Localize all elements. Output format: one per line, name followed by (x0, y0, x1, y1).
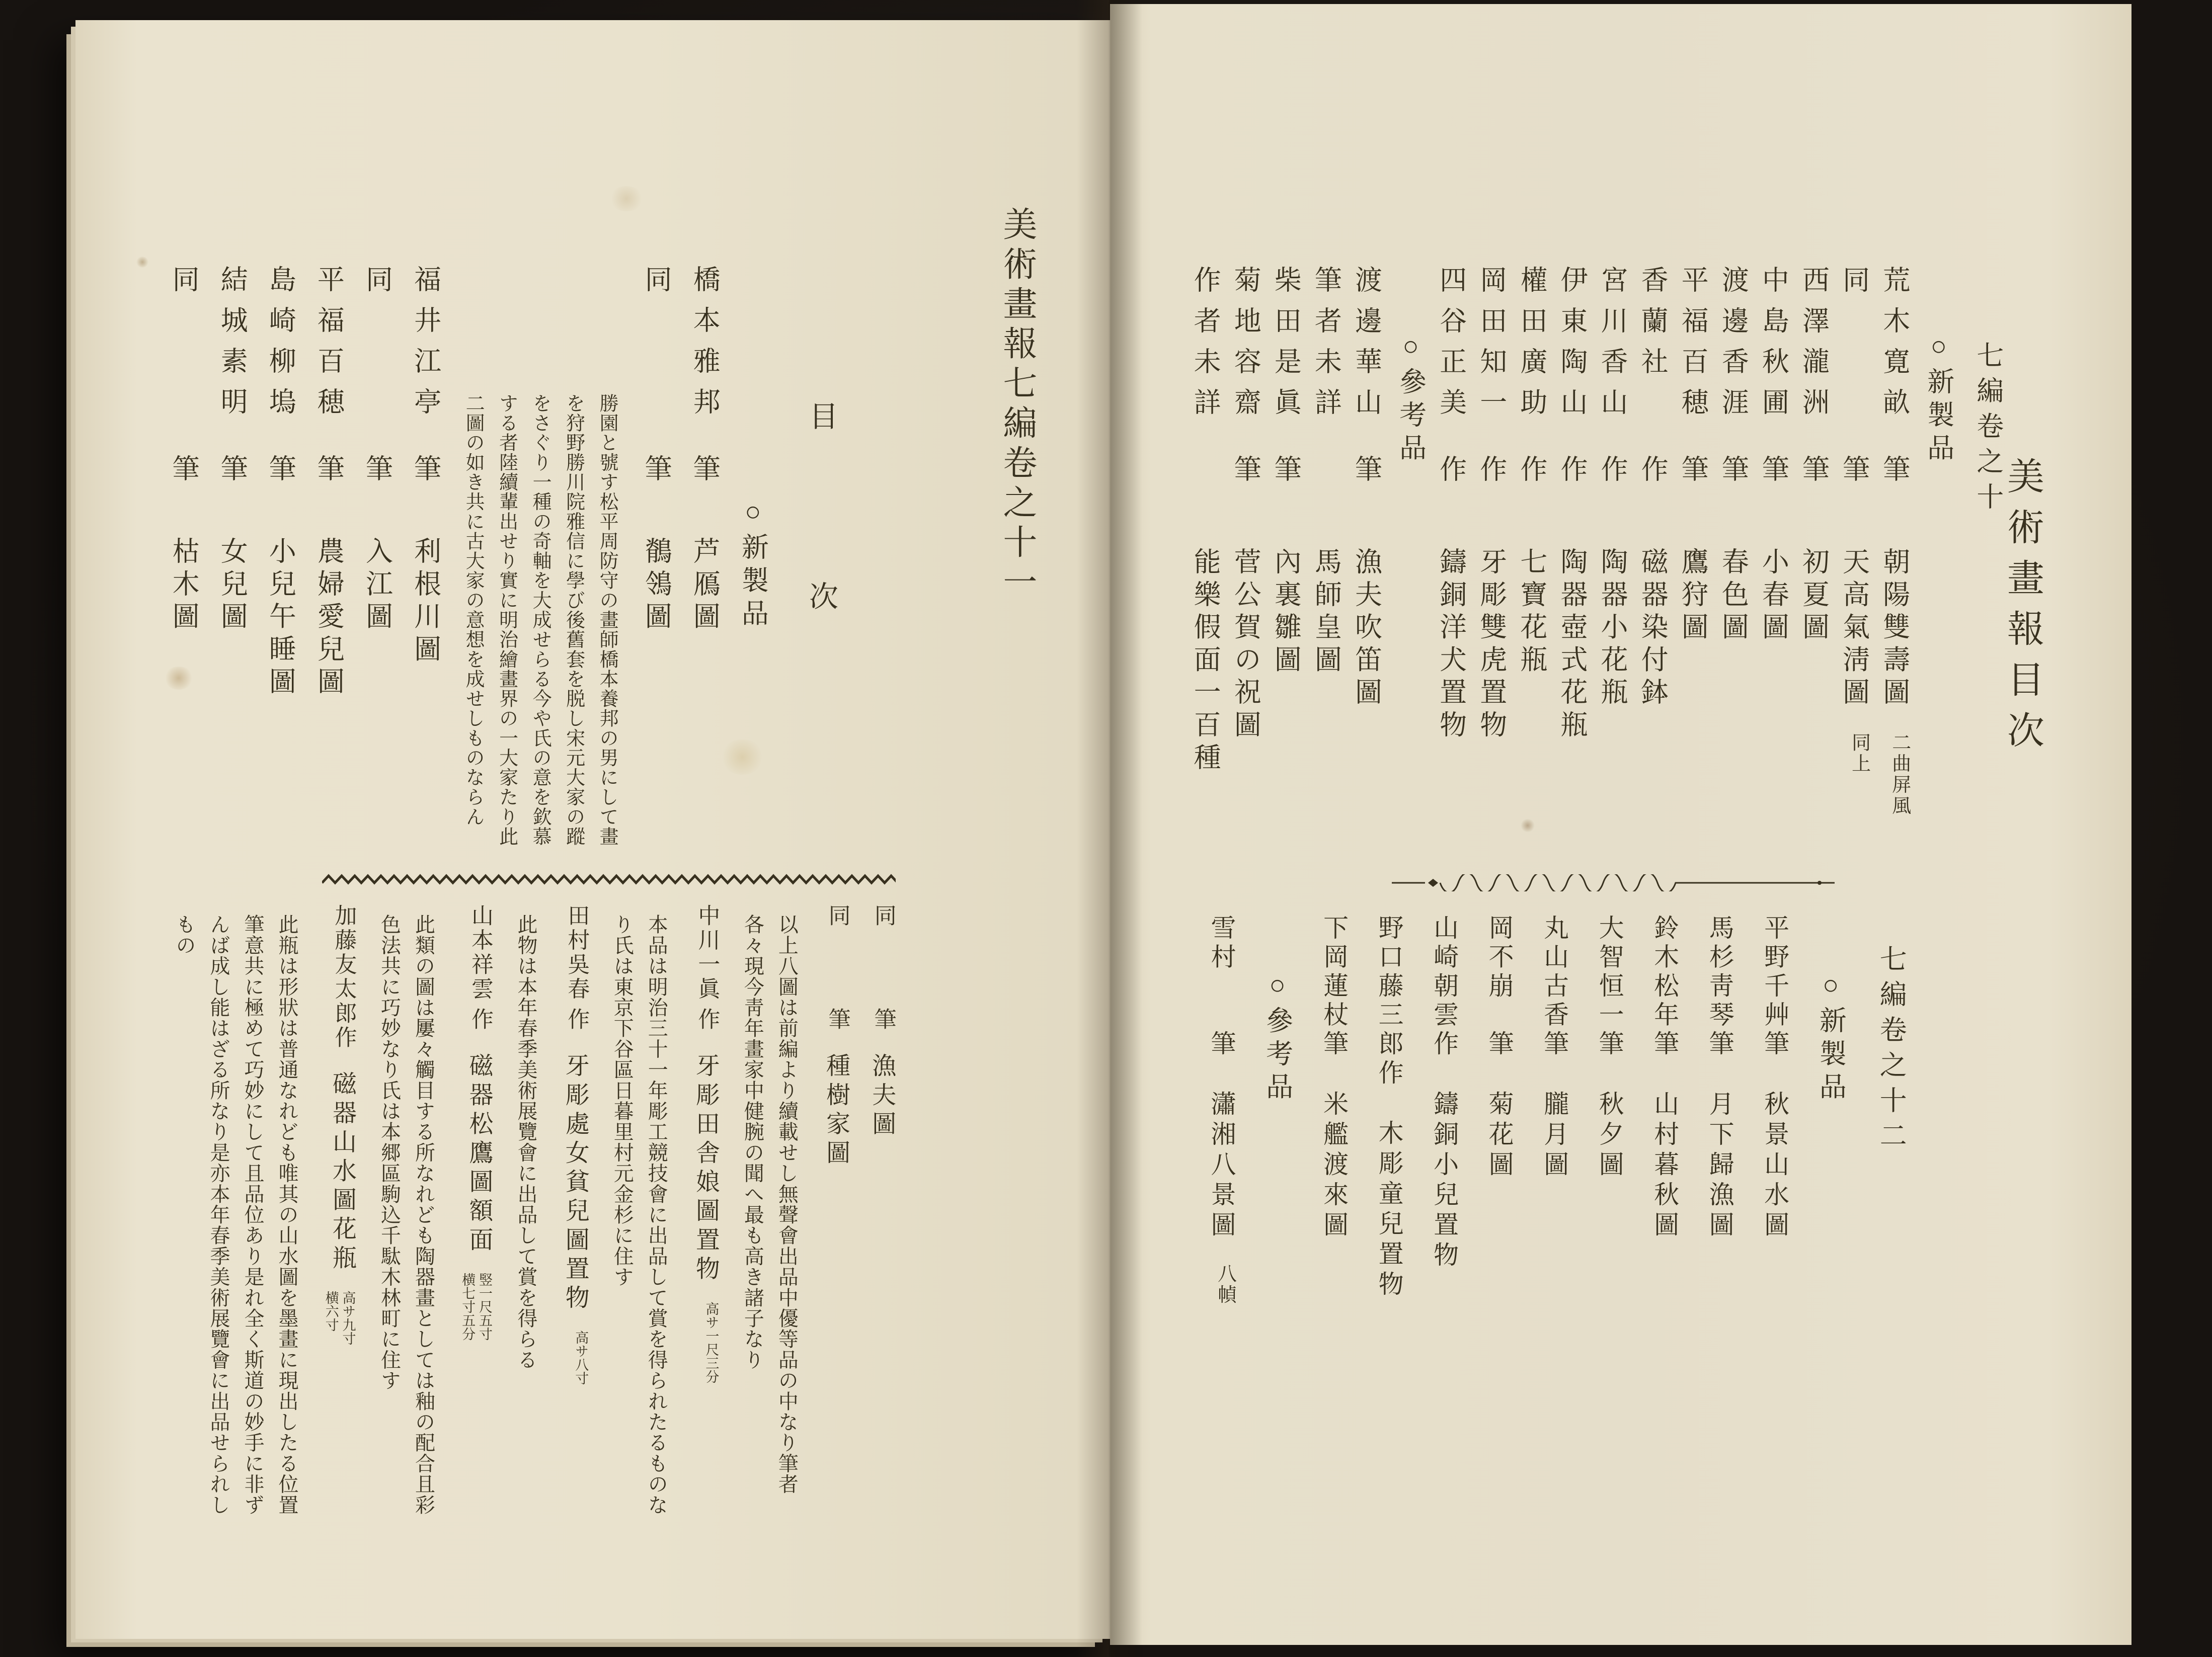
artist-name: 柴田是眞 (1271, 266, 1301, 429)
entry-size-note: 高サ一尺三分 (703, 1301, 719, 1383)
toc-entry (361, 265, 392, 859)
reference-items-marker: ○參考品 (1395, 331, 1426, 467)
artist-name: 同 (362, 265, 392, 306)
artist-name: 同 (871, 904, 896, 929)
toc-entry (1760, 915, 1789, 1392)
artist-name: 權田廣助 (1516, 266, 1547, 429)
right-page-content (1180, 266, 2003, 1392)
paper-stain (136, 257, 149, 268)
left-top-section (151, 265, 837, 859)
entry-work-title: 陶器小花瓶 (1597, 547, 1628, 710)
toc-entry (1319, 915, 1349, 1392)
right-page (1110, 4, 2131, 1645)
toc-entry-nakagawa (691, 904, 719, 1533)
artist-name: 野口藤三郎 (1375, 915, 1403, 1059)
artist-name: 島崎柳塢 (265, 265, 296, 428)
artist-suffix: 筆 (1207, 1030, 1236, 1055)
entry-author (1597, 266, 1628, 482)
toc-entry (1516, 266, 1547, 859)
entry-author (1556, 266, 1588, 482)
artist-suffix: 筆 (1540, 1030, 1569, 1055)
entry-author (691, 904, 719, 1030)
artist-name: 結城素明 (217, 265, 248, 428)
artist-suffix: 筆 (1351, 455, 1382, 482)
toc-entry (1650, 915, 1679, 1392)
entry-annotation: 二曲屏風 (1888, 732, 1910, 817)
artist-name: 下岡蓮杖 (1320, 915, 1349, 1030)
entry-author (1436, 266, 1467, 482)
artist-name: 馬杉靑琴 (1705, 915, 1734, 1030)
entry-work-title: 牙彫雙虎置物 (1476, 547, 1507, 743)
artist-name: 中川一眞 (694, 904, 720, 1002)
entry-work-title: 月下歸漁圖 (1705, 1091, 1734, 1241)
artist-suffix: 筆 (1678, 455, 1708, 482)
entry-work-title: 山村暮秋圖 (1650, 1091, 1679, 1241)
toc-entry-sesson (1207, 915, 1236, 1392)
artist-suffix: 作 (1597, 455, 1628, 482)
artist-name: 同 (1839, 266, 1869, 306)
toc-entry (1540, 915, 1569, 1392)
note-overview: 以上八圖は前編より續載せし無聲會出品中優等品の中なり筆者各々現今靑年畫家中健腕の聞へ最も高き諸子なり (741, 914, 799, 1495)
entry-work-title: 小兒午睡圖 (265, 537, 296, 700)
entry-work-title: 女兒圖 (217, 537, 248, 635)
artist-name: 同 (641, 265, 672, 306)
artist-name: 伊東陶山 (1556, 266, 1587, 429)
entry-author (822, 904, 849, 1030)
volume-twelve-heading: 七編卷之十二 (1876, 945, 1907, 1157)
reference-items-marker: ○參考品 (1262, 970, 1293, 1106)
ornament-diamond (1428, 879, 1438, 887)
entry-author (1839, 266, 1870, 482)
artist-suffix: 筆 (1230, 455, 1261, 482)
artist-name: 西澤瀧洲 (1798, 266, 1829, 429)
toc-entry (1430, 915, 1459, 1392)
artist-name: 山本祥雲 (468, 904, 493, 1002)
artist-name: 鈴木松年 (1650, 915, 1679, 1030)
entry-author (1310, 266, 1341, 482)
entry-work-title: 初夏圖 (1798, 547, 1829, 645)
entry-author (1484, 915, 1514, 1055)
entry-work-title: 馬師皇圖 (1311, 547, 1341, 678)
entry-author (1516, 266, 1547, 482)
entry-author (689, 265, 720, 481)
volume-ten-heading: 七編卷之十 (1972, 341, 2003, 518)
artist-name: 筆者未詳 (1311, 266, 1341, 429)
entry-work-title: 朝陽雙壽圖 (1879, 547, 1910, 710)
toc-entry (265, 265, 296, 859)
artist-suffix: 筆 (1758, 455, 1789, 482)
artist-suffix: 作 (564, 1008, 589, 1030)
artist-suffix: 作 (1430, 1030, 1459, 1055)
toc-entry (1597, 266, 1628, 859)
artist-suffix: 筆 (265, 454, 296, 481)
artist-suffix: 筆 (169, 454, 199, 481)
artist-suffix: 筆 (362, 454, 392, 481)
right-top-section (1180, 266, 2004, 859)
artist-suffix: 筆 (410, 454, 441, 481)
entry-author (1637, 266, 1668, 482)
artist-suffix: 作 (1436, 455, 1466, 482)
toc-entry (1484, 915, 1514, 1392)
entry-work-title: 陶器壺式花瓶 (1556, 547, 1587, 743)
entry-size-note: 高サ八寸 (573, 1331, 589, 1385)
entry-author (1374, 915, 1403, 1085)
entry-work-title: 利根川圖 (410, 537, 441, 668)
ornament-curls (1392, 874, 1835, 891)
entry-author (1595, 915, 1624, 1055)
entry-author (1270, 266, 1301, 482)
entry-work-title: 牙彫田舎娘圖置物 (692, 1053, 719, 1285)
entry-work-title: 枯木圖 (169, 537, 199, 635)
entry-work-title: 鶺鴒圖 (641, 537, 672, 635)
artist-name: 雪村 (1207, 915, 1236, 972)
entry-author (361, 265, 392, 481)
note-nakagawa: 本品は明治三十一年彫工競技會に出品して賞を得られたるものなり氏は東京下谷區日暮里村元金杉に住す (611, 914, 668, 1515)
artist-name: 田村吳春 (564, 904, 589, 1002)
toc-entry (1879, 266, 1910, 859)
artist-name: 橋本雅邦 (689, 265, 720, 428)
entry-author (1758, 266, 1789, 482)
artist-suffix: 作 (1556, 455, 1587, 482)
artist-suffix: 筆 (313, 454, 344, 481)
artist-suffix: 筆 (1718, 455, 1749, 482)
entry-author (1319, 915, 1349, 1055)
ornament-divider (1392, 874, 1835, 891)
note-tamura: 此物は本年春季美術展覽會に出品して賞を得らる (515, 914, 537, 1370)
artist-suffix: 筆 (825, 1008, 850, 1030)
artist-name: 平福百穂 (313, 265, 344, 428)
toc-entry (1839, 266, 1870, 859)
artist-name: 福井江亭 (410, 265, 441, 428)
artist-suffix: 筆 (1839, 455, 1869, 482)
artist-name: 山崎朝雲 (1430, 915, 1459, 1030)
entry-author (1879, 266, 1910, 482)
toc-entry (313, 265, 344, 859)
entry-work-title: 菅公賀の祝圖 (1230, 547, 1261, 743)
left-page-title: 美術畫報七編卷之十一 (998, 206, 1037, 604)
entry-work-title: 鑄銅洋犬置物 (1436, 547, 1466, 743)
right-bottom-section (1180, 915, 1907, 1392)
artist-name: 作者未詳 (1190, 266, 1221, 429)
entry-work-title: 磁器松鷹圖額面 (465, 1053, 492, 1256)
artist-suffix: 作 (1637, 455, 1668, 482)
artist-name: 渡邊華山 (1351, 266, 1382, 429)
entry-work-title: 鑄銅小兒置物 (1430, 1091, 1459, 1272)
artist-name: 岡不崩 (1485, 915, 1514, 1002)
entry-work-title: 秋景山水圖 (1761, 1091, 1789, 1241)
artist-name: 同 (825, 904, 850, 929)
note-yamamoto: 此類の圖は屢々觸目する所なれども陶器畫としては釉の配合且彩色法共に巧妙なり氏は本郷區駒込千駄木林町に住す (378, 914, 435, 1515)
zigzag-divider (322, 873, 896, 886)
toc-entry (1436, 266, 1467, 859)
entry-author (1760, 915, 1789, 1055)
artist-name: 菊地容齋 (1230, 266, 1261, 429)
entry-work-title: 七寶花瓶 (1516, 547, 1547, 678)
toc-entry (1230, 266, 1261, 859)
toc-entry-tamura (561, 904, 589, 1533)
paper-stain (609, 186, 644, 211)
entry-work-title: 天高氣淸圖 (1839, 547, 1869, 710)
entry-author (1798, 266, 1829, 482)
toc-entry (1758, 266, 1789, 859)
toc-entry (868, 904, 896, 1533)
artist-suffix: 作 (1375, 1059, 1403, 1085)
artist-suffix: 筆 (1271, 455, 1301, 482)
note-kato: 此瓶は形狀は普通なれども唯其の山水圖を墨畫に現出したる位置筆意共に極めて巧妙にして且品位あり是れ全く斯道の妙手に非ずんば成し能はざる所なり是亦本年春季美術展覽會に出品せられしもの (173, 914, 298, 1515)
toc-entry (1595, 915, 1624, 1392)
artist-suffix: 作 (1476, 455, 1507, 482)
entry-author (1476, 266, 1507, 482)
toc-entry (216, 265, 248, 859)
entry-work-title: 能樂假面一百種 (1190, 547, 1221, 776)
artist-name: 荒木寛畝 (1879, 266, 1910, 429)
entry-work-title: 小春圖 (1758, 547, 1789, 645)
left-page-content (151, 265, 924, 1533)
toc-entry (641, 265, 672, 859)
entry-size-note: 高サ九寸 横六寸 (323, 1291, 356, 1346)
entry-author (216, 265, 248, 481)
entry-author (1207, 915, 1236, 1055)
artist-suffix: 筆 (1485, 1030, 1514, 1055)
artist-suffix: 作 (694, 1008, 720, 1030)
artist-name: 香蘭社 (1637, 266, 1668, 388)
new-products-marker: ○新製品 (738, 496, 768, 632)
entry-work-title: 鷹狩圖 (1678, 547, 1708, 645)
artist-suffix: 作 (468, 1008, 493, 1030)
entry-author (1430, 915, 1459, 1055)
entry-author (1650, 915, 1679, 1055)
artist-suffix: 筆 (1798, 455, 1829, 482)
entry-author (1705, 915, 1734, 1055)
entry-work-title: 朧月圖 (1540, 1091, 1569, 1181)
entry-work-title: 秋夕圖 (1595, 1091, 1624, 1181)
entry-annotation: 八幀 (1214, 1264, 1236, 1306)
entry-size-note: 竪一尺五寸 横七寸五分 (460, 1273, 492, 1341)
entry-author (641, 265, 672, 481)
toc-entry-kato (322, 904, 356, 1533)
toc-entry (822, 904, 849, 1533)
artist-suffix: 筆 (641, 454, 672, 481)
artist-suffix: 筆 (1879, 455, 1910, 482)
toc-entry (1717, 266, 1749, 859)
toc-entry (1374, 915, 1403, 1392)
entry-author (313, 265, 344, 481)
toc-entry (1476, 266, 1507, 859)
entry-author (1351, 266, 1382, 482)
toc-entry (1190, 266, 1221, 859)
left-bottom-section (151, 904, 896, 1533)
artist-name: 四谷正美 (1436, 266, 1466, 429)
artist-suffix: 筆 (1650, 1030, 1679, 1055)
entry-work-title: 農婦愛兒圖 (313, 537, 344, 700)
entry-work-title: 入江圖 (362, 537, 392, 635)
toc-entry-yamamoto (459, 904, 493, 1533)
artist-suffix: 筆 (217, 454, 248, 481)
note-hashimoto: 勝園と號す松平周防守の畫師橋本養邦の男にして畫を狩野勝川院雅信に學び後舊套を脱し宋元大家の蹤をさぐり一種の奇軸を大成せらる今や氏の意を欽慕する者陸續輩出せり實に明治繪畫界の一大家たり此二圖の如き共に古大家の意想を成せしものならん (462, 393, 618, 847)
entry-work-title: 內裏雛圖 (1271, 547, 1301, 678)
toc-entry (1705, 915, 1734, 1392)
new-products-marker: ○新製品 (1815, 970, 1846, 1106)
toc-entry (1351, 266, 1382, 859)
entry-author (459, 904, 493, 1030)
artist-name: 大智恒一 (1595, 915, 1624, 1030)
artist-name: 渡邊香涯 (1718, 266, 1749, 429)
artist-suffix: 筆 (1320, 1030, 1349, 1055)
artist-name: 平福百穂 (1678, 266, 1708, 429)
entry-author (868, 904, 896, 1030)
artist-suffix: 筆 (1595, 1030, 1624, 1055)
artist-name: 平野千艸 (1761, 915, 1789, 1030)
zigzag-path (322, 876, 896, 883)
entry-author (265, 265, 296, 481)
entry-work-title: 磁器山水圖花瓶 (329, 1071, 356, 1274)
artist-suffix: 筆 (689, 454, 720, 481)
entry-author (168, 265, 199, 481)
toc-entry (1556, 266, 1588, 859)
entry-author (410, 265, 441, 481)
artist-suffix: 筆 (1761, 1030, 1789, 1055)
entry-work-title: 米艦渡來圖 (1320, 1091, 1349, 1241)
entry-work-title: 瀟湘八景圖 (1207, 1091, 1236, 1241)
ornament-dot (1818, 881, 1822, 885)
artist-name: 同 (169, 265, 199, 306)
entry-author (322, 904, 356, 1048)
artist-suffix: 作 (1516, 455, 1547, 482)
entry-author (1230, 266, 1261, 482)
entry-author (1540, 915, 1569, 1055)
artist-name: 加藤友太郎 (331, 904, 356, 1026)
toc-entry (1310, 266, 1341, 859)
entry-annotation: 同上 (1848, 732, 1870, 775)
entry-work-title: 漁夫圖 (868, 1053, 895, 1140)
toc-entry (1270, 266, 1301, 859)
entry-author (1190, 266, 1221, 482)
entry-work-title: 漁夫吹笛圖 (1351, 547, 1382, 710)
entry-work-title: 種樹家圖 (822, 1053, 849, 1169)
artist-name: 宮川香山 (1597, 266, 1628, 429)
contents-heading: 目次 (805, 401, 838, 761)
entry-author (1717, 266, 1749, 482)
entry-work-title: 牙彫處女貧兒圖置物 (562, 1053, 589, 1314)
entry-author (561, 904, 589, 1030)
artist-name: 丸山古香 (1540, 915, 1569, 1030)
artist-suffix: 筆 (871, 1008, 896, 1030)
artist-name: 岡田知一 (1476, 266, 1507, 429)
toc-entry (1798, 266, 1829, 859)
entry-work-title: 木彫童兒置物 (1375, 1119, 1403, 1301)
toc-entry (168, 265, 199, 859)
artist-suffix: 作 (331, 1026, 356, 1048)
artist-name: 中島秋圃 (1758, 266, 1789, 429)
toc-entry (410, 265, 441, 859)
entry-author (1677, 266, 1708, 482)
toc-entry (1677, 266, 1708, 859)
entry-work-title: 芦鴈圖 (689, 537, 720, 635)
entry-work-title: 磁器染付鉢 (1637, 547, 1668, 710)
toc-entry (1637, 266, 1668, 859)
entry-work-title: 菊花圖 (1485, 1091, 1514, 1181)
entry-work-title: 春色圖 (1718, 547, 1749, 645)
left-page (75, 20, 1110, 1639)
right-page-title: 美術畫報目次 (2002, 457, 2043, 762)
toc-entry (689, 265, 720, 859)
new-products-marker: ○新製品 (1923, 331, 1954, 467)
artist-suffix: 筆 (1705, 1030, 1734, 1055)
